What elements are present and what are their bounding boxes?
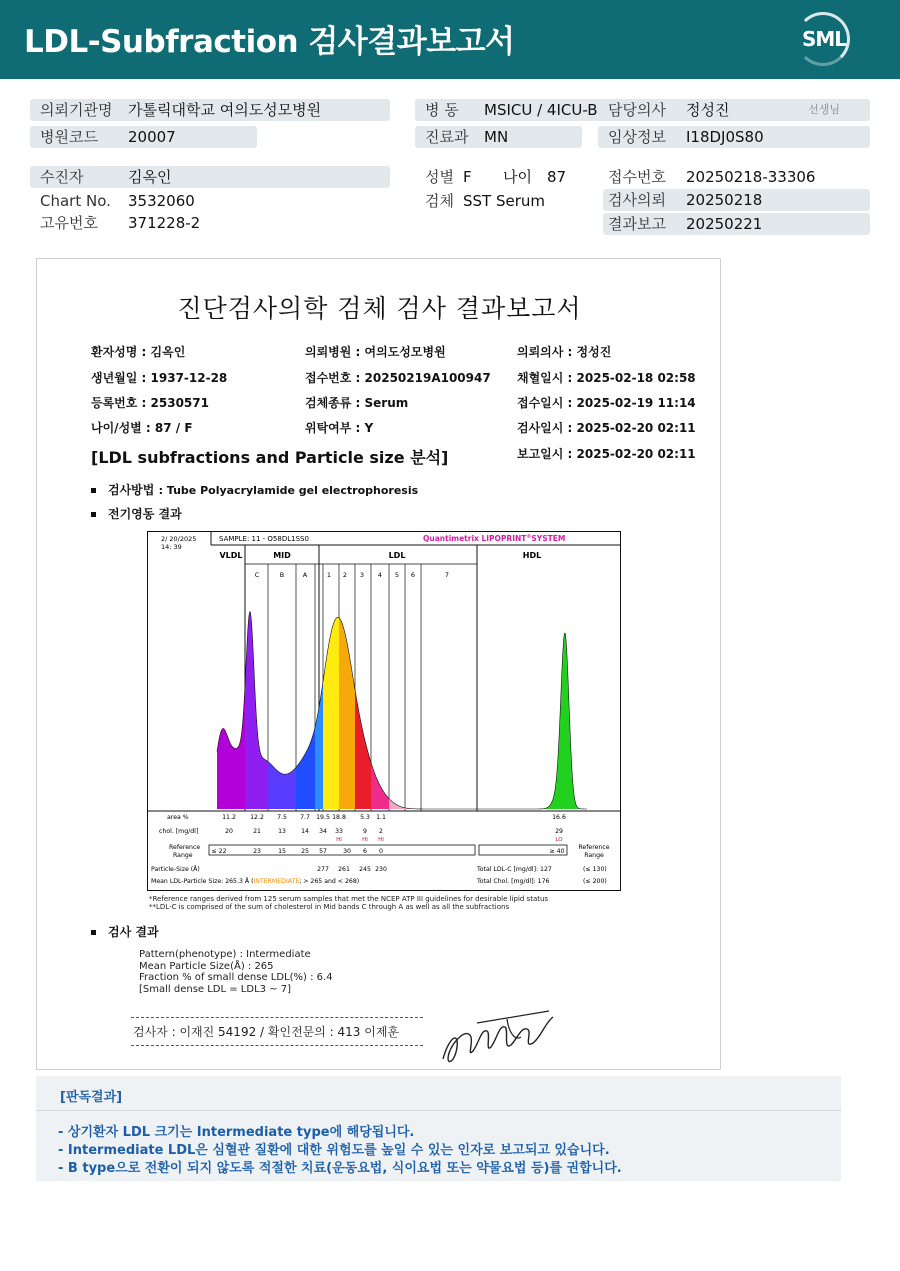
request-cell [603, 189, 870, 211]
chol-value: 9 [363, 828, 367, 835]
age-value: 87 [547, 168, 567, 186]
hospital-code-cell [30, 126, 257, 148]
institution-cell [30, 99, 390, 121]
ref-value: 30 [343, 848, 351, 855]
band-label-a: A [302, 571, 308, 579]
band-label-7: 7 [444, 571, 450, 579]
signature-image [437, 1007, 557, 1069]
report-tested: 검사일시 : 2025-02-20 02:11 [517, 421, 696, 435]
ref-value: 23 [253, 848, 261, 855]
ref-label-1: Reference [169, 844, 201, 851]
receipt-value: 20250218-33306 [686, 168, 816, 186]
report-accession: 접수번호 : 20250219A100947 [305, 371, 491, 385]
findings-panel [36, 1076, 841, 1181]
mean-label: Mean LDL-Particle Size: 265.3 Å ( [151, 878, 254, 885]
dash-rule-top [131, 1017, 423, 1018]
clinical-value: I18DJ0S80 [686, 128, 764, 146]
band-label-c: C [254, 571, 260, 579]
note-1: *Reference ranges derived from 125 serum samples that met the NCEP ATP III guidelines for desirable lipid status [149, 895, 549, 903]
area-value: 19.5 [316, 814, 330, 821]
psize-value: 230 [375, 866, 387, 873]
findings-line: - 상기환자 LDL 크기는 Intermediate type에 해당됩니다. [58, 1125, 415, 1140]
flag-lo: LO [555, 837, 563, 843]
chol-value: 34 [319, 828, 327, 835]
report-spec-type: 검체종류 : Serum [305, 396, 409, 410]
report-collected: 채혈일시 : 2025-02-18 02:58 [517, 371, 696, 385]
specimen-label: 검체 [425, 192, 454, 210]
mean-range: ; > 265 and < 268) [299, 878, 360, 885]
report-referring: 의뢰의사 : 정성진 [517, 345, 612, 359]
area-value: 18.8 [332, 814, 346, 821]
ref-side-1: Reference [578, 844, 610, 851]
doctor-value: 정성진 [686, 101, 730, 119]
ref-value: 25 [301, 848, 309, 855]
ward-cell [415, 99, 603, 121]
doctor-label: 담당의사 [608, 101, 666, 119]
psize-value: 277 [317, 866, 329, 873]
registered-icon: ® [526, 534, 532, 540]
ref-side-2: Range [584, 852, 604, 859]
patient-label: 수진자 [40, 168, 84, 186]
chart-no-cell [30, 190, 390, 212]
request-label: 검사의뢰 [608, 191, 666, 209]
flag-hi: HI [362, 837, 368, 843]
signature-stroke-1 [443, 1017, 553, 1062]
report-birth: 생년월일 : 1937-12-28 [91, 371, 228, 385]
reference-notes [149, 895, 548, 911]
chol-row-label: chol. [mg/dl] [159, 828, 199, 835]
specimen-cell [415, 190, 595, 212]
method-label: 검사방법 [108, 483, 155, 497]
patient-value: 김옥인 [128, 168, 172, 186]
report-outsourced: 위탁여부 : Y [305, 421, 374, 435]
band-label-4: 4 [377, 571, 383, 579]
chol-value: 21 [253, 828, 261, 835]
area-value: 16.6 [552, 814, 566, 821]
unique-cell [30, 212, 390, 234]
group-label-hdl: HDL [522, 551, 542, 560]
mean-phenotype: INTERMEDIATE [253, 878, 300, 885]
clinical-label: 임상정보 [608, 128, 666, 146]
report-hospital: 의뢰병원 : 여의도성모병원 [305, 345, 446, 359]
area-value: 1.1 [376, 814, 386, 821]
hospital-code-label: 병원코드 [40, 128, 98, 146]
total-chol-ref: (≤ 200) [583, 878, 607, 885]
doctor-cell [598, 99, 870, 121]
ref-value: 0 [379, 848, 383, 855]
total-ldl-ref: (≤ 130) [583, 866, 607, 873]
findings-divider [36, 1110, 841, 1111]
request-value: 20250218 [686, 191, 763, 209]
psize-label: Particle-Size (Å) [151, 866, 200, 873]
report-date-value: 20250221 [686, 215, 763, 233]
ref-value: ≤ 22 [211, 848, 227, 855]
sex-value: F [463, 168, 472, 186]
mean-size [151, 876, 359, 885]
findings-title: [판독결과] [60, 1090, 123, 1105]
ref-value: 57 [319, 848, 327, 855]
report-patient-name: 환자성명 : 김옥인 [91, 345, 186, 359]
chart-sample: SAMPLE: 11 - O58DL1SS0 [219, 535, 309, 543]
hospital-code-value: 20007 [128, 128, 176, 146]
institution-value: 가톨릭대학교 여의도성모병원 [128, 101, 322, 119]
method-bullet [91, 481, 418, 498]
area-value: 12.2 [250, 814, 264, 821]
report-title: 진단검사의학 검체 검사 결과보고서 [177, 294, 582, 323]
age-label: 나이 [503, 168, 532, 186]
note-2: **LDL-C is comprised of the sum of cholesterol in Mid bands C through A as well as all the subfractions [149, 903, 510, 911]
dept-cell [415, 126, 582, 148]
flag-hi: HI [378, 837, 384, 843]
findings-line: - B type으로 전환이 되지 않도록 적절한 치료(운동요법, 식이요법 또는 약물요법 등)를 권합니다. [58, 1161, 622, 1176]
area-value: 7.7 [300, 814, 310, 821]
chart-timestamp-2: 14: 39 [161, 543, 182, 551]
bullet-square-icon [91, 488, 96, 493]
page-title: LDL-Subfraction 검사결과보고서 [24, 24, 515, 60]
total-chol: Total Chol. [mg/dl]: 176 [477, 878, 550, 885]
report-reg: 등록번호 : 2530571 [91, 396, 209, 410]
specimen-value: SST Serum [463, 192, 546, 210]
ref-label-2: Range [173, 852, 193, 859]
chol-value: 29 [555, 828, 563, 835]
logo-text: SML [802, 27, 847, 51]
result-text: Pattern(phenotype) : Intermediate Mean Particle Size(Å) : 265 Fraction % of small dense LDL(%) : 6.4 [Small dense LDL = LDL3 ~ 7] [139, 949, 333, 995]
dash-rule-bottom [131, 1045, 423, 1046]
report-date-cell [603, 213, 870, 235]
ref-value: 15 [278, 848, 286, 855]
chart-brand-name: Quantimetrix LIPOPRINT [423, 534, 527, 543]
psize-value: 261 [338, 866, 350, 873]
clinical-cell [598, 126, 870, 148]
sex-age-cell [415, 166, 595, 188]
bullet-square-icon [91, 512, 96, 517]
psize-value: 245 [359, 866, 371, 873]
report-section-title: [LDL subfractions and Particle size 분석] [91, 448, 449, 467]
area-value: 7.5 [277, 814, 287, 821]
result-label: 검사 결과 [108, 925, 159, 939]
doctor-suffix: 선생님 [808, 103, 840, 116]
ref-value: ≥ 40 [549, 848, 565, 855]
area-value: 11.2 [222, 814, 236, 821]
report-date-label: 결과보고 [608, 215, 666, 233]
report-reported: 보고일시 : 2025-02-20 02:11 [517, 447, 696, 461]
electro-bullet [91, 505, 182, 522]
chart-brand-suffix: SYSTEM [531, 534, 566, 543]
sml-logo [796, 12, 852, 66]
result-bullet [91, 923, 159, 940]
chol-value: 20 [225, 828, 233, 835]
electro-label: 전기영동 결과 [108, 507, 182, 521]
group-label-vldl: VLDL [219, 551, 243, 560]
chart-no-value: 3532060 [128, 192, 195, 210]
receipt-label: 접수번호 [608, 168, 666, 186]
header-bar [0, 0, 900, 79]
unique-label: 고유번호 [40, 214, 98, 232]
band-label-b: B [279, 571, 285, 579]
report-received: 접수일시 : 2025-02-19 11:14 [517, 396, 696, 410]
unique-value: 371228-2 [128, 214, 201, 232]
patient-cell [30, 166, 390, 188]
band-label-6: 6 [410, 571, 416, 579]
chol-value: 14 [301, 828, 309, 835]
chart-timestamp-1: 2/ 20/2025 [161, 535, 197, 543]
ward-label: 병 동 [425, 101, 459, 119]
method-value: : Tube Polyacrylamide gel electrophoresis [158, 484, 419, 497]
report-age-sex: 나이/성별 : 87 / F [91, 421, 193, 435]
institution-label: 의뢰기관명 [40, 101, 113, 119]
chol-value: 33 [335, 828, 343, 835]
findings-line: - Intermediate LDL은 심혈관 질환에 대한 위험도를 높일 수 있는 인자로 보고되고 있습니다. [58, 1143, 610, 1158]
lipoprint-chart [147, 531, 621, 891]
group-label-mid: MID [273, 551, 291, 560]
group-label-ldl: LDL [388, 551, 406, 560]
sex-label: 성별 [425, 168, 454, 186]
tester-line: 검사자 : 이재진 54192 / 확인전문의 : 413 이제훈 [133, 1025, 400, 1039]
ward-value: MSICU / 4ICU-B [484, 101, 598, 119]
ref-value: 6 [363, 848, 367, 855]
band-label-2: 2 [342, 571, 348, 579]
chol-value: 2 [379, 828, 383, 835]
band-label-1: 1 [326, 571, 332, 579]
chart-brand [423, 534, 565, 543]
bullet-square-icon [91, 930, 96, 935]
flag-hi: HI [336, 837, 342, 843]
area-row-label: area % [167, 814, 189, 821]
chart-frame [148, 532, 621, 891]
chart-no-label: Chart No. [40, 192, 111, 210]
total-ldl: Total LDL-C [mg/dl]: 127 [477, 866, 552, 873]
dept-value: MN [484, 128, 509, 146]
receipt-cell [598, 166, 870, 188]
band-label-3: 3 [359, 571, 365, 579]
dept-label: 진료과 [425, 128, 469, 146]
embedded-report [36, 258, 721, 1070]
chol-value: 13 [278, 828, 286, 835]
area-value: 5.3 [360, 814, 370, 821]
band-label-5: 5 [394, 571, 400, 579]
